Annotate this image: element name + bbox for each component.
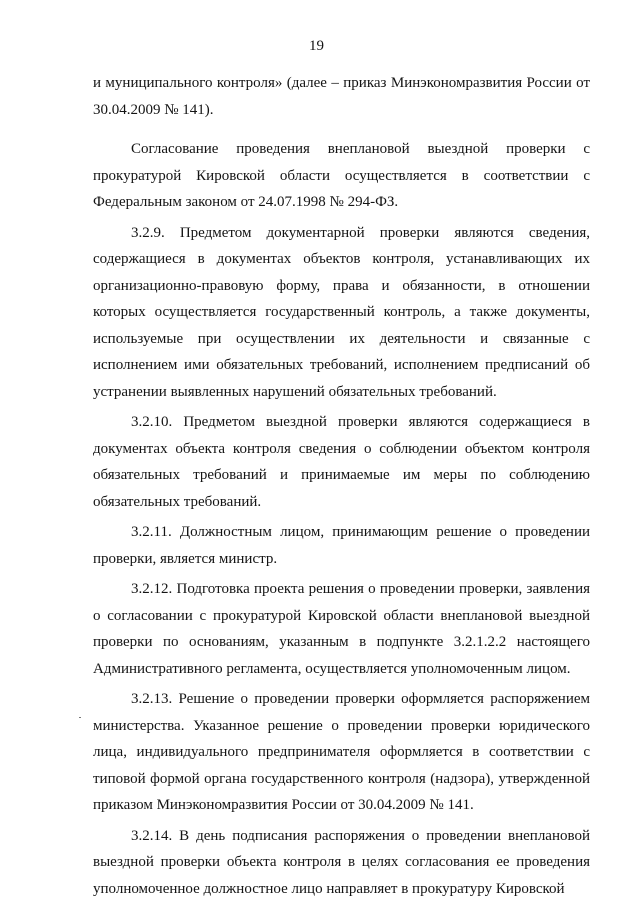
paragraph-3-2-9: 3.2.9. Предметом документарной проверки являются сведения, содержащиеся в документах объектов контроля, устанавливающих их организационно-правовую форму, права и обязанности, в отношении которых осуществляется государственный контроль, а также документы, используемые при осуществлении их деятельности и связанные с исполнением ими обязательных требований, исполнением предписаний об устранении выявленных нарушений обязательных требований. bbox=[93, 224, 590, 400]
document-body bbox=[93, 70, 590, 902]
scan-speck bbox=[79, 717, 81, 718]
paragraph-3-2-14: 3.2.14. В день подписания распоряжения о проведении внеплановой выездной проверки объекта контроля в целях согласования ее проведения уполномоченное должностное лицо направляет в прокуратуру Кировской bbox=[93, 827, 590, 897]
paragraph-3-2-13: 3.2.13. Решение о проведении проверки оформляется распоряжением министерства. Указанное решение о проведении проверки юридического лица, индивидуального предпринимателя оформляется в соответствии с типовой формой органа государственного контроля (надзора), утвержденной приказом Минэкономразвития России от 30.04.2009 № 141. bbox=[93, 691, 590, 813]
paragraph-3-2-10: 3.2.10. Предметом выездной проверки являются содержащиеся в документах объекта контроля сведения о соблюдении объектом контроля обязательных требований и принимаемые им меры по соблюдению обязательных требований. bbox=[93, 414, 590, 510]
paragraph-3-2-12: 3.2.12. Подготовка проекта решения о проведении проверки, заявления о согласовании с прокуратурой Кировской области внеплановой выездной проверки по основаниям, указанным в подпункте 3.2.1.2.2 настоящего Административного регламента, осуществляется уполномоченным лицом. bbox=[93, 581, 590, 677]
paragraph-continuation: и муниципального контроля» (далее – приказ Минэкономразвития России от 30.04.2009 № 141). bbox=[93, 75, 590, 118]
page-number: 19 bbox=[309, 38, 324, 54]
paragraph-3-2-11: 3.2.11. Должностным лицом, принимающим решение о проведении проверки, является министр. bbox=[93, 524, 590, 567]
paragraph-approval: Согласование проведения внеплановой выездной проверки с прокуратурой Кировской области осуществляется в соответствии с Федеральным законом от 24.07.1998 № 294-ФЗ. bbox=[93, 141, 590, 210]
